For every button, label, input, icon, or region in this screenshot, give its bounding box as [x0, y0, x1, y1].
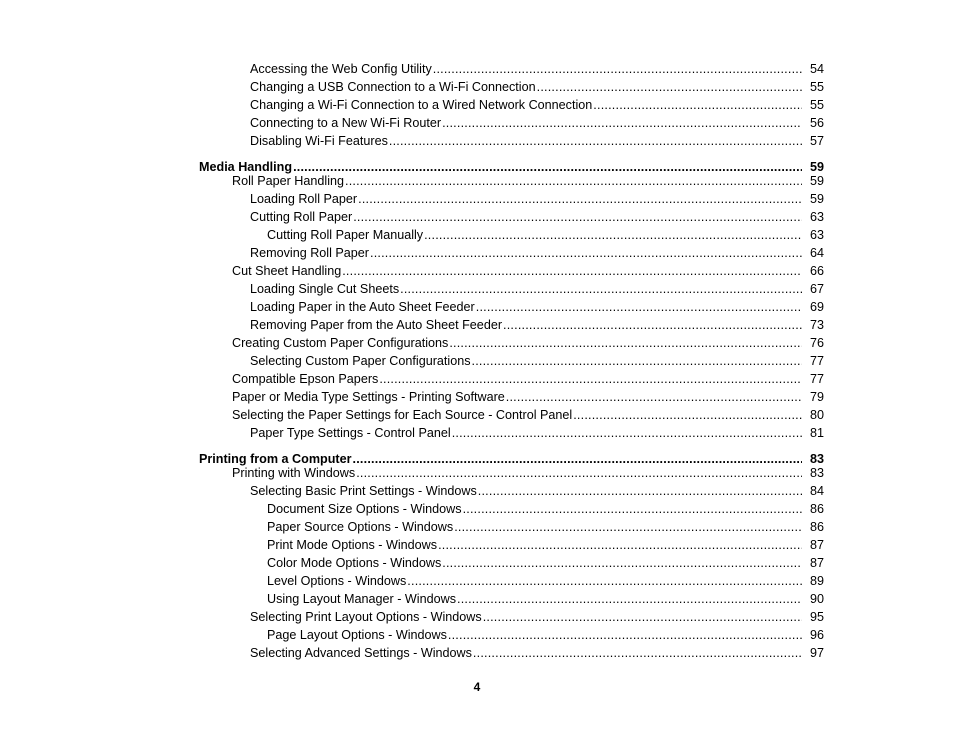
dot-leader [472, 352, 802, 370]
toc-entry-title: Selecting the Paper Settings for Each Source - Control Panel [232, 408, 573, 422]
toc-entry[interactable] [250, 244, 824, 262]
toc-entry[interactable] [232, 370, 824, 388]
dot-leader [506, 388, 802, 406]
dot-leader [452, 424, 802, 442]
toc-entry-title: Paper or Media Type Settings - Printing Software [232, 390, 505, 404]
toc-entry[interactable] [250, 644, 824, 662]
toc-entry-page: 76 [809, 336, 824, 350]
dot-leader [400, 280, 802, 298]
toc-entry-title: Cutting Roll Paper Manually [267, 228, 424, 242]
toc-entry-page: 86 [809, 520, 824, 534]
toc-entry-title: Document Size Options - Windows [267, 502, 462, 516]
dot-leader [463, 500, 802, 518]
dot-leader [353, 208, 802, 226]
toc-entry-page: 69 [809, 300, 824, 314]
toc-entry-page: 66 [809, 264, 824, 278]
toc-entry-page: 55 [809, 98, 824, 112]
toc-entry[interactable] [250, 482, 824, 500]
toc-entry-title: Creating Custom Paper Configurations [232, 336, 449, 350]
toc-entry[interactable] [250, 316, 824, 334]
toc-entry[interactable] [232, 388, 824, 406]
toc-entry-title: Loading Single Cut Sheets [250, 282, 400, 296]
dot-leader [448, 626, 802, 644]
toc-entry-title: Accessing the Web Config Utility [250, 62, 432, 76]
toc-entry-title: Print Mode Options - Windows [267, 538, 438, 552]
dot-leader [342, 262, 802, 280]
dot-leader [370, 244, 802, 262]
toc-entry[interactable] [267, 626, 824, 644]
toc-entry-page: 80 [809, 408, 824, 422]
dot-leader [503, 316, 802, 334]
toc-entry-title: Loading Paper in the Auto Sheet Feeder [250, 300, 475, 314]
toc-entry-title: Disabling Wi-Fi Features [250, 134, 388, 148]
toc-entry-title: Roll Paper Handling [232, 174, 345, 188]
toc-entry-page: 55 [809, 80, 824, 94]
toc-entry-title: Paper Type Settings - Control Panel [250, 426, 451, 440]
toc-entry-page: 57 [809, 134, 824, 148]
toc-entry[interactable] [267, 572, 824, 590]
dot-leader [449, 334, 802, 352]
dot-leader [407, 572, 802, 590]
toc-entry[interactable] [267, 590, 824, 608]
toc-entry-title: Selecting Advanced Settings - Windows [250, 646, 472, 660]
toc-entry-page: 83 [809, 452, 824, 466]
dot-leader [379, 370, 802, 388]
dot-leader [442, 114, 802, 132]
toc-entry[interactable] [250, 190, 824, 208]
toc-entry[interactable] [250, 132, 824, 150]
dot-leader [454, 518, 802, 536]
toc-entry-title: Selecting Basic Print Settings - Windows [250, 484, 477, 498]
dot-leader [478, 482, 802, 500]
toc-entry-title: Removing Paper from the Auto Sheet Feeder [250, 318, 503, 332]
toc-entry-page: 97 [809, 646, 824, 660]
toc-entry-title: Removing Roll Paper [250, 246, 369, 260]
toc-entry-page: 89 [809, 574, 824, 588]
toc-entry-page: 90 [809, 592, 824, 606]
toc-entry-page: 59 [809, 174, 824, 188]
toc-entry-page: 86 [809, 502, 824, 516]
toc-entry[interactable] [250, 96, 824, 114]
toc-entry-title: Compatible Epson Papers [232, 372, 379, 386]
toc-entry-title: Cut Sheet Handling [232, 264, 342, 278]
toc-entry-title: Media Handling [199, 160, 293, 174]
toc-entry-title: Selecting Print Layout Options - Windows [250, 610, 482, 624]
dot-leader [457, 590, 802, 608]
toc-entry-page: 81 [809, 426, 824, 440]
toc-entry-title: Page Layout Options - Windows [267, 628, 447, 642]
page-number: 4 [473, 680, 481, 694]
dot-leader [345, 172, 802, 190]
toc-entry-page: 56 [809, 116, 824, 130]
dot-leader [593, 96, 802, 114]
toc-entry-page: 83 [809, 466, 824, 480]
toc-entry-page: 84 [809, 484, 824, 498]
toc-entry-page: 87 [809, 556, 824, 570]
toc-entry-title: Using Layout Manager - Windows [267, 592, 456, 606]
toc-entry[interactable] [232, 334, 824, 352]
toc-entry-title: Cutting Roll Paper [250, 210, 353, 224]
dot-leader [476, 298, 802, 316]
toc-entry-page: 54 [809, 62, 824, 76]
toc-entry-title: Color Mode Options - Windows [267, 556, 442, 570]
toc-entry-title: Printing with Windows [232, 466, 356, 480]
toc-entry-page: 63 [809, 210, 824, 224]
toc-entry-page: 77 [809, 354, 824, 368]
dot-leader [442, 554, 802, 572]
dot-leader [438, 536, 802, 554]
dot-leader [483, 608, 802, 626]
toc-entry-title: Changing a Wi-Fi Connection to a Wired Network Connection [250, 98, 593, 112]
toc-entry-page: 87 [809, 538, 824, 552]
toc-entry-title: Printing from a Computer [199, 452, 352, 466]
dot-leader [537, 78, 802, 96]
toc-entry[interactable] [267, 500, 824, 518]
toc-entry[interactable] [267, 536, 824, 554]
dot-leader [473, 644, 802, 662]
toc-entry-page: 95 [809, 610, 824, 624]
toc-entry[interactable] [232, 262, 824, 280]
toc-entry[interactable] [232, 406, 824, 424]
dot-leader [356, 464, 802, 482]
dot-leader [433, 60, 802, 78]
toc-entry-page: 96 [809, 628, 824, 642]
toc-entry[interactable] [232, 172, 824, 190]
toc-entry-page: 63 [809, 228, 824, 242]
toc-entry[interactable] [250, 114, 824, 132]
toc-entry[interactable] [232, 464, 824, 482]
toc-entry-title: Loading Roll Paper [250, 192, 358, 206]
dot-leader [389, 132, 802, 150]
dot-leader [358, 190, 802, 208]
toc-entry-title: Selecting Custom Paper Configurations [250, 354, 471, 368]
dot-leader [424, 226, 802, 244]
toc-entry-title: Level Options - Windows [267, 574, 407, 588]
toc-entry-page: 59 [809, 192, 824, 206]
toc-entry[interactable] [267, 226, 824, 244]
toc-entry[interactable] [250, 280, 824, 298]
toc-entry[interactable] [250, 424, 824, 442]
toc-entry[interactable] [250, 208, 824, 226]
dot-leader [573, 406, 802, 424]
toc-entry[interactable] [250, 78, 824, 96]
toc-entry-title: Connecting to a New Wi-Fi Router [250, 116, 442, 130]
toc-entry-page: 73 [809, 318, 824, 332]
toc-entry-title: Paper Source Options - Windows [267, 520, 454, 534]
toc-entry[interactable] [250, 352, 824, 370]
toc-entry-page: 77 [809, 372, 824, 386]
toc-entry-page: 64 [809, 246, 824, 260]
toc-entry-title: Changing a USB Connection to a Wi-Fi Connection [250, 80, 536, 94]
toc-entry[interactable] [267, 518, 824, 536]
toc-entry-page: 67 [809, 282, 824, 296]
toc-entry-page: 59 [809, 160, 824, 174]
toc-entry-page: 79 [809, 390, 824, 404]
toc-entry[interactable] [267, 554, 824, 572]
toc-entry[interactable] [250, 298, 824, 316]
toc-entry[interactable] [250, 608, 824, 626]
toc-entry[interactable] [250, 60, 824, 78]
